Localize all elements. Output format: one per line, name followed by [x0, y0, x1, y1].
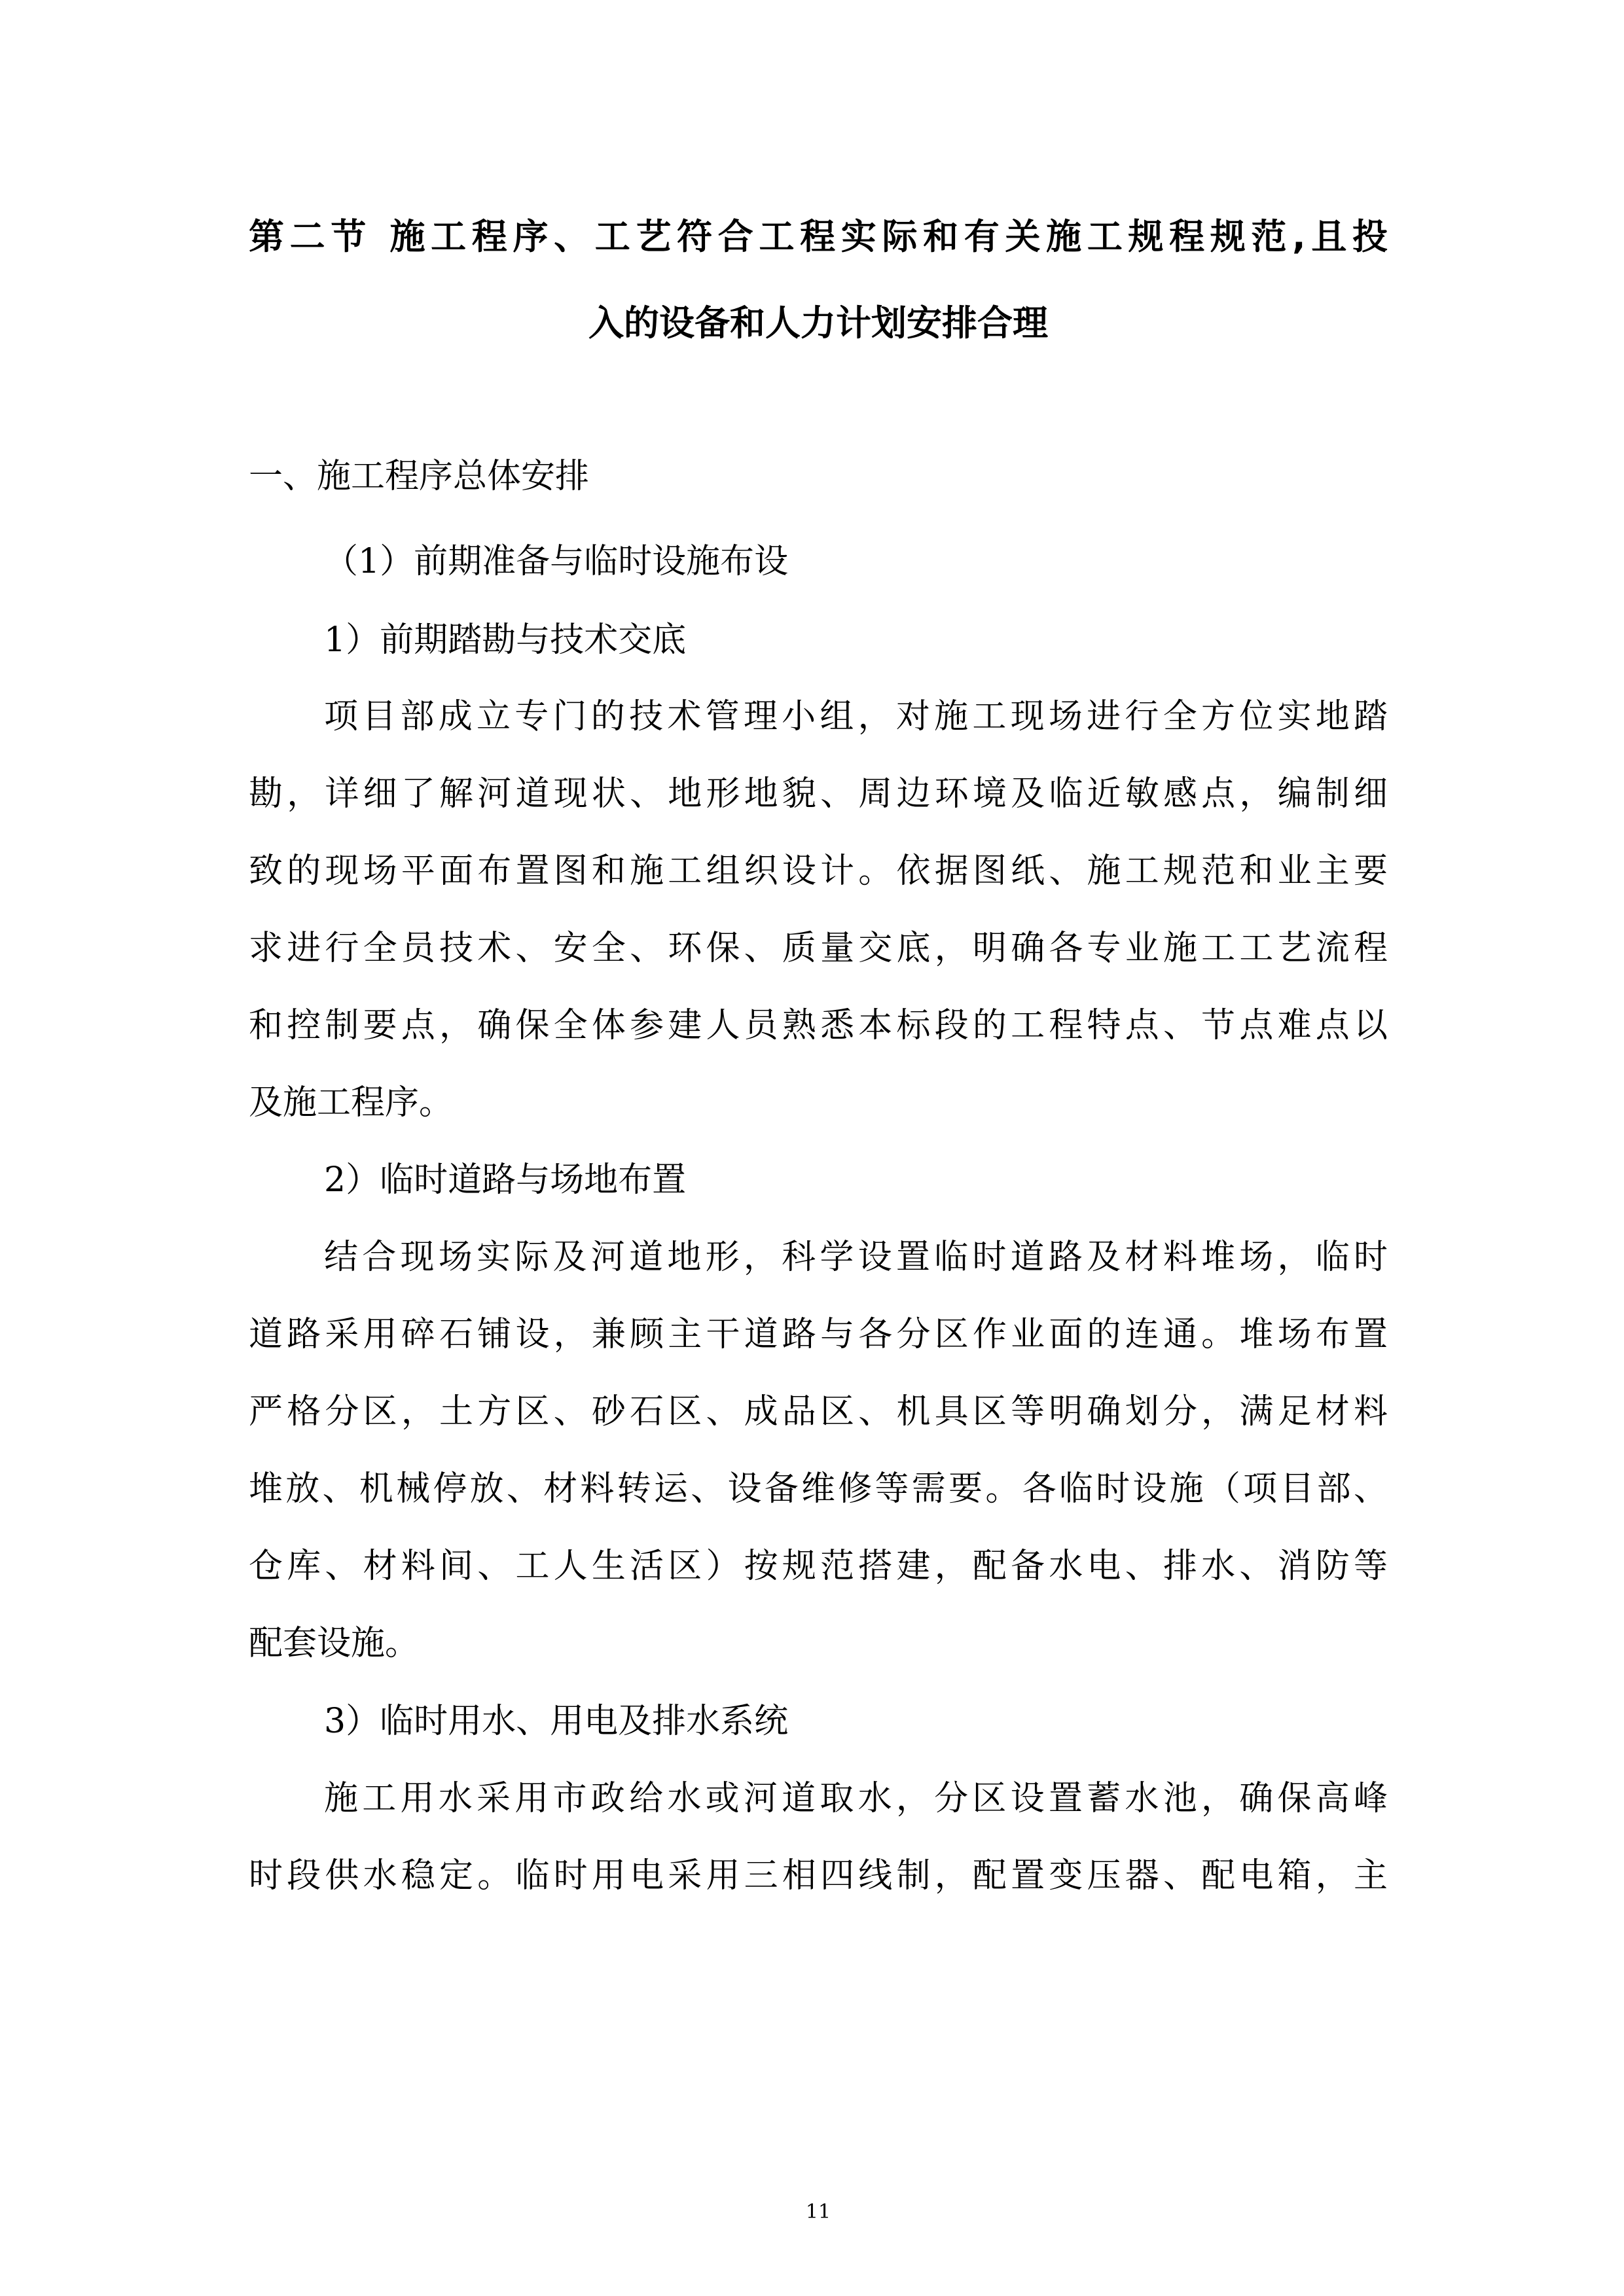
section-heading: 一、施工程序总体安排	[249, 457, 590, 496]
subsection-heading: （1）前期准备与临时设施布设	[324, 542, 789, 581]
item3-line-1: 施工用水采用市政给水或河道取水，分区设置蓄水池，确保高峰	[324, 1779, 1388, 1818]
item1-line-1: 项目部成立专门的技术管理小组，对施工现场进行全方位实地踏	[324, 697, 1388, 736]
item2-line-1: 结合现场实际及河道地形，科学设置临时道路及材料堆场，临时	[324, 1238, 1388, 1277]
item2-line-4: 堆放、机械停放、材料转运、设备维修等需要。各临时设施（项目部、	[249, 1469, 1388, 1509]
item1-line-4: 求进行全员技术、安全、环保、质量交底，明确各专业施工工艺流程	[249, 929, 1388, 968]
page-number: 11	[805, 2200, 831, 2223]
document-page	[249, 0, 1388, 2296]
item1-line-2: 勘，详细了解河道现状、地形地貌、周边环境及临近敏感点，编制细	[249, 774, 1388, 814]
item1-line-3: 致的现场平面布置图和施工组织设计。依据图纸、施工规范和业主要	[249, 852, 1388, 891]
section-title-line-1: 第二节 施工程序、工艺符合工程实际和有关施工规程规范,且投	[249, 216, 1388, 257]
item2-line-2: 道路采用碎石铺设，兼顾主干道路与各分区作业面的连通。堆场布置	[249, 1315, 1388, 1354]
item2-heading: 2）临时道路与场地布置	[324, 1160, 687, 1200]
section-title-line-2: 入的设备和人力计划安排合理	[588, 302, 1048, 344]
item1-heading: 1）前期踏勘与技术交底	[324, 620, 687, 660]
item3-line-2: 时段供水稳定。临时用电采用三相四线制，配置变压器、配电箱，主	[249, 1856, 1388, 1895]
item2-line-6: 配套设施。	[249, 1624, 420, 1663]
item1-line-6: 及施工程序。	[249, 1083, 454, 1122]
item3-heading: 3）临时用水、用电及排水系统	[324, 1702, 789, 1741]
item2-line-5: 仓库、材料间、工人生活区）按规范搭建，配备水电、排水、消防等	[249, 1547, 1388, 1586]
item1-line-5: 和控制要点，确保全体参建人员熟悉本标段的工程特点、节点难点以	[249, 1006, 1388, 1045]
item2-line-3: 严格分区，土方区、砂石区、成品区、机具区等明确划分，满足材料	[249, 1392, 1388, 1431]
